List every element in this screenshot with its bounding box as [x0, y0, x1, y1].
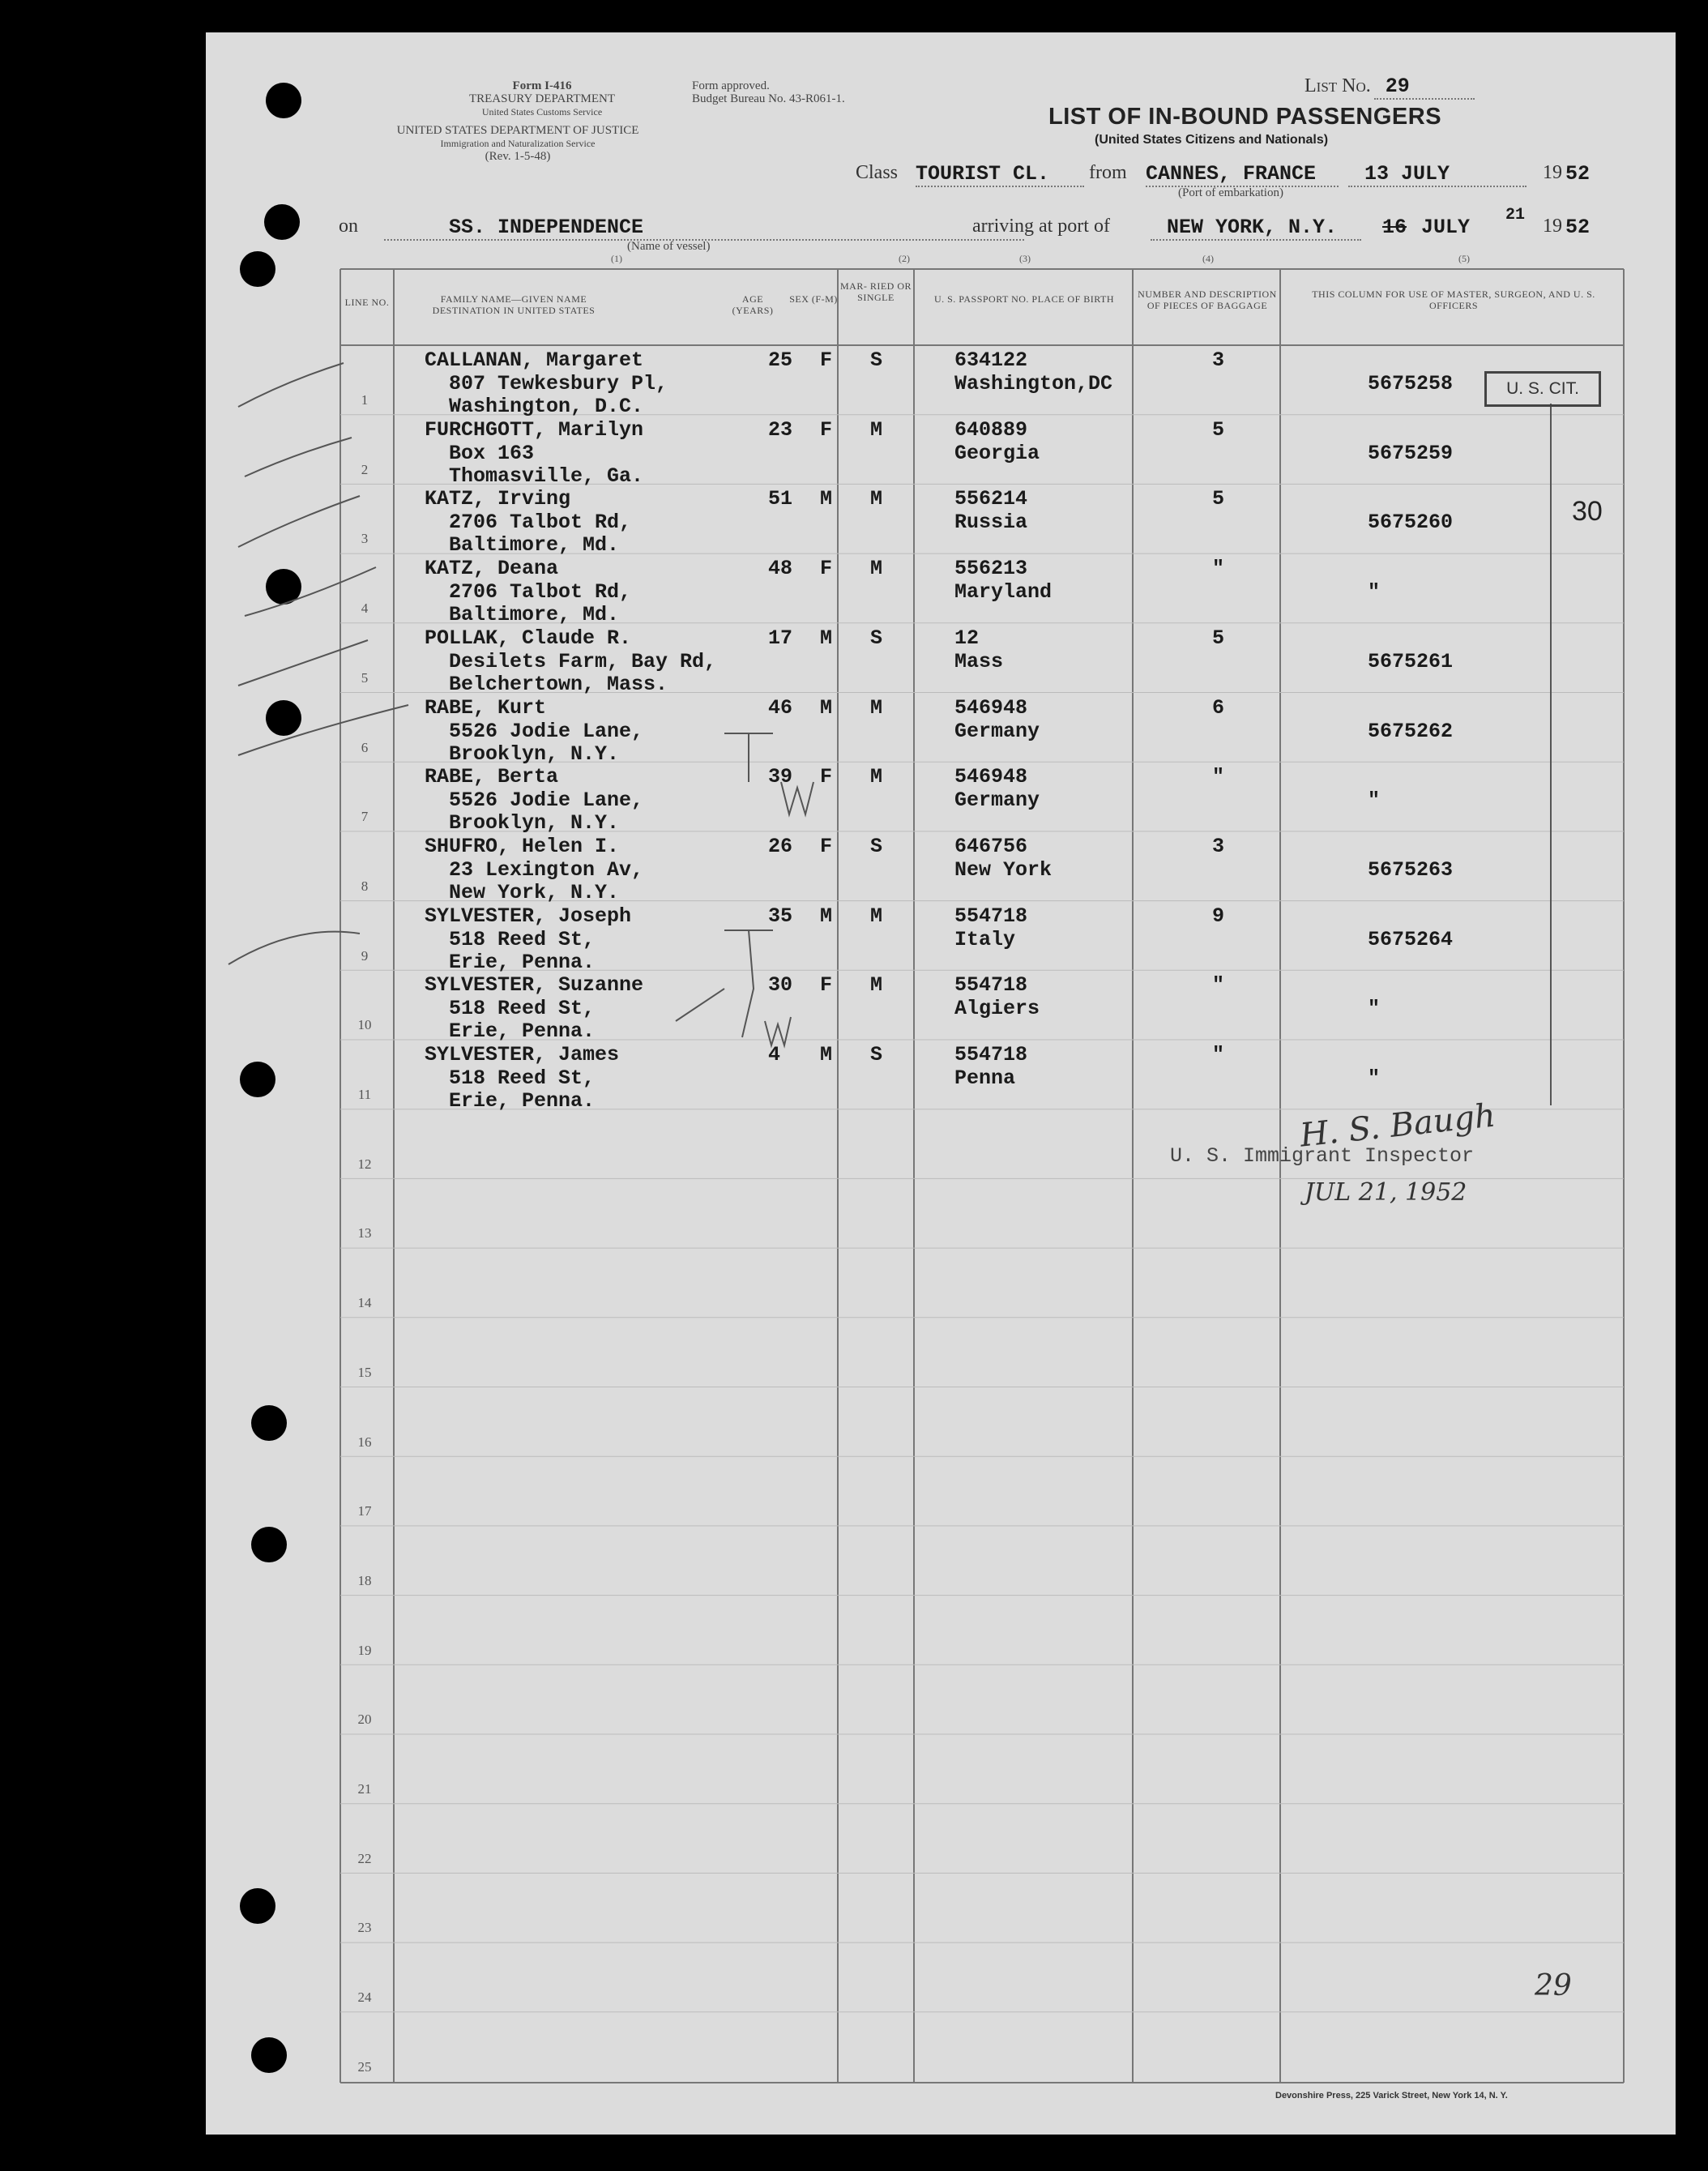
baggage-count: "	[1212, 1043, 1225, 1066]
passenger-sex: F	[820, 765, 833, 789]
passenger-city: Erie, Penna.	[449, 1019, 596, 1044]
header-age: AGE (YEARS)	[732, 293, 774, 316]
row-line-number: 21	[357, 1781, 372, 1797]
passenger-sex: M	[820, 904, 833, 928]
baggage-count: 5	[1212, 417, 1225, 442]
from-label: from	[1089, 162, 1127, 183]
passenger-address: 2706 Talbot Rd,	[449, 580, 632, 605]
passenger-age: 4	[768, 1043, 781, 1066]
passport-number: 546948	[954, 765, 1028, 789]
passenger-age: 17	[768, 626, 793, 650]
passenger-age: 23	[768, 417, 793, 442]
passenger-address: 23 Lexington Av,	[449, 857, 644, 882]
baggage-count: "	[1212, 557, 1225, 581]
row-line-number: 10	[357, 1017, 372, 1033]
class-value: TOURIST CL.	[916, 162, 1084, 187]
passenger-age: 25	[768, 348, 793, 372]
row-line-number: 18	[357, 1572, 372, 1588]
passenger-name: KATZ, Irving	[425, 487, 571, 511]
vessel-name: SS. INDEPENDENCE	[384, 216, 1024, 241]
embarkation-year: 52	[1565, 162, 1591, 186]
passenger-marital: S	[870, 1043, 883, 1066]
officer-number: 5675261	[1368, 649, 1454, 673]
place-of-birth: Algiers	[954, 997, 1040, 1021]
arrival-port: NEW YORK, N.Y.	[1151, 216, 1361, 241]
passenger-marital: M	[870, 765, 883, 789]
officer-number: 5675263	[1368, 857, 1454, 882]
ins-label: Immigration and Naturalization Service	[440, 138, 596, 149]
list-no-value: 29	[1374, 75, 1475, 100]
passport-number: 646756	[954, 834, 1028, 858]
printer-footer: Devonshire Press, 225 Varick Street, New York 14, N. Y.	[1275, 2091, 1508, 2100]
passenger-sex: M	[820, 1043, 833, 1066]
baggage-count: 5	[1212, 487, 1225, 511]
inspector-title: U. S. Immigrant Inspector	[1170, 1144, 1475, 1168]
page-mark: 29	[1535, 1969, 1572, 2002]
passport-number: 634122	[954, 348, 1028, 372]
passenger-age: 35	[768, 904, 793, 928]
inspector-date: JUL 21, 1952	[1304, 1178, 1467, 1207]
passenger-sex: M	[820, 487, 833, 511]
passenger-name: SYLVESTER, Suzanne	[425, 973, 644, 998]
place-of-birth: Washington,DC	[954, 372, 1113, 395]
passenger-city: Brooklyn, N.Y.	[449, 741, 620, 766]
header-baggage: NUMBER AND DESCRIPTION OF PIECES OF BAGGAGE	[1138, 288, 1277, 311]
place-of-birth: New York	[954, 857, 1053, 882]
passenger-city: Erie, Penna.	[449, 950, 596, 974]
passport-number: 556213	[954, 557, 1028, 581]
page-subtitle: (United States Citizens and Nationals)	[1095, 133, 1329, 147]
row-line-number: 4	[361, 600, 369, 617]
place-of-birth: Germany	[954, 719, 1040, 743]
officer-number: "	[1368, 997, 1381, 1021]
passenger-address: 2706 Talbot Rd,	[449, 511, 632, 535]
passenger-sex: F	[820, 557, 833, 581]
passenger-sex: M	[820, 626, 833, 650]
row-line-number: 6	[361, 739, 369, 755]
passenger-name: KATZ, Deana	[425, 557, 559, 581]
officer-number: "	[1368, 1066, 1381, 1090]
passenger-address: 518 Reed St,	[449, 927, 596, 951]
passenger-marital: S	[870, 834, 883, 858]
place-of-birth: Italy	[954, 927, 1016, 951]
customs-label: United States Customs Service	[481, 106, 603, 118]
passenger-address: Desilets Farm, Bay Rd,	[449, 649, 717, 673]
passport-number: 554718	[954, 973, 1028, 998]
row-line-number: 13	[357, 1225, 372, 1241]
row-line-number: 2	[361, 461, 369, 477]
passport-number: 546948	[954, 695, 1028, 720]
passenger-sex: F	[820, 348, 833, 372]
passenger-address: 807 Tewkesbury Pl,	[449, 372, 668, 395]
place-of-birth: Maryland	[954, 580, 1053, 605]
passenger-marital: M	[870, 557, 883, 581]
passport-number: 640889	[954, 417, 1028, 442]
passenger-address: 518 Reed St,	[449, 1066, 596, 1090]
row-line-number: 16	[357, 1434, 372, 1450]
column-number: (5)	[1458, 253, 1470, 264]
baggage-count: 6	[1212, 695, 1225, 720]
officer-number: 5675264	[1368, 927, 1454, 951]
arrival-year: 52	[1565, 216, 1591, 239]
year-prefix: 19	[1543, 216, 1562, 237]
form-sheet	[206, 32, 1676, 2135]
passenger-marital: M	[870, 417, 883, 442]
passenger-city: Belchertown, Mass.	[449, 672, 668, 696]
passenger-city: Thomasville, Ga.	[449, 464, 644, 488]
passenger-marital: S	[870, 626, 883, 650]
header-passport: U. S. PASSPORT NO. PLACE OF BIRTH	[933, 293, 1115, 305]
passenger-age: 48	[768, 557, 793, 581]
passenger-address: 5526 Jodie Lane,	[449, 719, 644, 743]
row-line-number: 20	[357, 1712, 372, 1728]
passenger-marital: M	[870, 487, 883, 511]
row-line-number: 15	[357, 1364, 372, 1380]
list-no-label: List No.	[1304, 75, 1371, 96]
passenger-name: CALLANAN, Margaret	[425, 348, 644, 372]
us-cit-stamp: U. S. CIT.	[1484, 371, 1601, 407]
baggage-count: "	[1212, 973, 1225, 998]
baggage-count: 5	[1212, 626, 1225, 650]
passenger-name: RABE, Kurt	[425, 695, 547, 720]
form-approved: Form approved.	[692, 79, 770, 92]
column-number: (3)	[1019, 253, 1031, 264]
vessel-caption: (Name of vessel)	[627, 240, 711, 253]
passenger-city: Washington, D.C.	[449, 395, 644, 418]
row-line-number: 25	[357, 2058, 372, 2075]
year-prefix: 19	[1543, 162, 1562, 183]
arrival-day-struck: 16	[1382, 216, 1407, 239]
passenger-sex: M	[820, 695, 833, 720]
passenger-name: FURCHGOTT, Marilyn	[425, 417, 644, 442]
passport-number: 554718	[954, 1043, 1028, 1066]
baggage-count: 3	[1212, 348, 1225, 372]
port-of-embarkation: CANNES, FRANCE	[1146, 162, 1339, 187]
passenger-age: 39	[768, 765, 793, 789]
passenger-age: 26	[768, 834, 793, 858]
passenger-city: Brooklyn, N.Y.	[449, 811, 620, 835]
row-line-number: 14	[357, 1295, 372, 1311]
inspector-signature: H. S. Baugh	[1298, 1096, 1497, 1155]
passenger-address: Box 163	[449, 441, 535, 465]
row-line-number: 11	[357, 1087, 372, 1102]
row-line-number: 8	[361, 878, 369, 894]
arriving-label: arriving at port of	[972, 216, 1110, 237]
row-line-number: 3	[361, 531, 369, 547]
baggage-count: 9	[1212, 904, 1225, 928]
passenger-age: 46	[768, 695, 793, 720]
header-line-no: LINE NO.	[344, 297, 390, 308]
passenger-name: SHUFRO, Helen I.	[425, 834, 620, 858]
place-of-birth: Germany	[954, 788, 1040, 813]
baggage-count: 3	[1212, 834, 1225, 858]
column-number: (4)	[1202, 253, 1214, 264]
passport-number: 12	[954, 626, 980, 650]
passenger-age: 51	[768, 487, 793, 511]
passenger-sex: F	[820, 834, 833, 858]
justice-label: UNITED STATES DEPARTMENT OF JUSTICE	[396, 124, 639, 137]
revision-label: (Rev. 1-5-48)	[485, 150, 551, 163]
treasury-label: TREASURY DEPARTMENT	[468, 92, 616, 105]
passenger-address: 518 Reed St,	[449, 997, 596, 1021]
passenger-city: Erie, Penna.	[449, 1089, 596, 1113]
class-label: Class	[856, 162, 899, 183]
on-label: on	[339, 216, 358, 237]
row-line-number: 19	[357, 1642, 372, 1658]
passenger-sex: F	[820, 417, 833, 442]
place-of-birth: Mass	[954, 649, 1004, 673]
arrival-day-corrected: 21	[1505, 206, 1526, 224]
column-number: (2)	[899, 253, 910, 264]
passenger-name: SYLVESTER, Joseph	[425, 904, 632, 928]
officer-number: 5675258	[1368, 372, 1454, 395]
passenger-city: New York, N.Y.	[449, 880, 620, 904]
officer-number: 5675259	[1368, 441, 1454, 465]
budget-bureau: Budget Bureau No. 43-R061-1.	[692, 92, 845, 105]
officer-number: "	[1368, 788, 1381, 813]
passenger-address: 5526 Jodie Lane,	[449, 788, 644, 813]
row-line-number: 1	[361, 392, 369, 408]
page-title: LIST OF IN-BOUND PASSENGERS	[1048, 104, 1442, 130]
passenger-sex: F	[820, 973, 833, 998]
row-line-number: 17	[357, 1503, 372, 1519]
passenger-name: POLLAK, Claude R.	[425, 626, 632, 650]
arrival-month: JULY	[1421, 216, 1471, 239]
place-of-birth: Penna	[954, 1066, 1016, 1090]
row-line-number: 7	[361, 809, 369, 825]
port-embarkation-caption: (Port of embarkation)	[1178, 186, 1283, 199]
passenger-marital: S	[870, 348, 883, 372]
form-number: Form I-416	[512, 79, 572, 92]
row-line-number: 12	[357, 1156, 372, 1172]
place-of-birth: Georgia	[954, 441, 1040, 465]
passenger-city: Baltimore, Md.	[449, 533, 620, 558]
row-line-number: 9	[361, 947, 369, 964]
header-name: FAMILY NAME—GIVEN NAME DESTINATION IN UNITED STATES	[432, 293, 596, 316]
embarkation-date: 13 JULY	[1348, 162, 1527, 187]
passenger-marital: M	[870, 904, 883, 928]
passport-number: 554718	[954, 904, 1028, 928]
passenger-city: Baltimore, Md.	[449, 603, 620, 627]
passport-number: 556214	[954, 487, 1028, 511]
row-line-number: 23	[357, 1920, 372, 1936]
header-married: MAR- RIED OR SINGLE	[839, 280, 912, 303]
officer-number: "	[1368, 580, 1381, 605]
passenger-marital: M	[870, 973, 883, 998]
header-sex: SEX (F-M)	[789, 293, 838, 305]
row-line-number: 24	[357, 1989, 372, 2006]
place-of-birth: Russia	[954, 511, 1028, 535]
margin-count: 30	[1572, 496, 1603, 527]
passenger-name: SYLVESTER, James	[425, 1043, 620, 1066]
header-officers: THIS COLUMN FOR USE OF MASTER, SURGEON, AND U. S. OFFICERS	[1312, 288, 1595, 311]
row-line-number: 22	[357, 1850, 372, 1866]
column-number: (1)	[611, 253, 622, 264]
passenger-name: RABE, Berta	[425, 765, 559, 789]
passenger-age: 30	[768, 973, 793, 998]
officer-number: 5675260	[1368, 511, 1454, 535]
passenger-marital: M	[870, 695, 883, 720]
row-line-number: 5	[361, 669, 369, 686]
officer-number: 5675262	[1368, 719, 1454, 743]
baggage-count: "	[1212, 765, 1225, 789]
